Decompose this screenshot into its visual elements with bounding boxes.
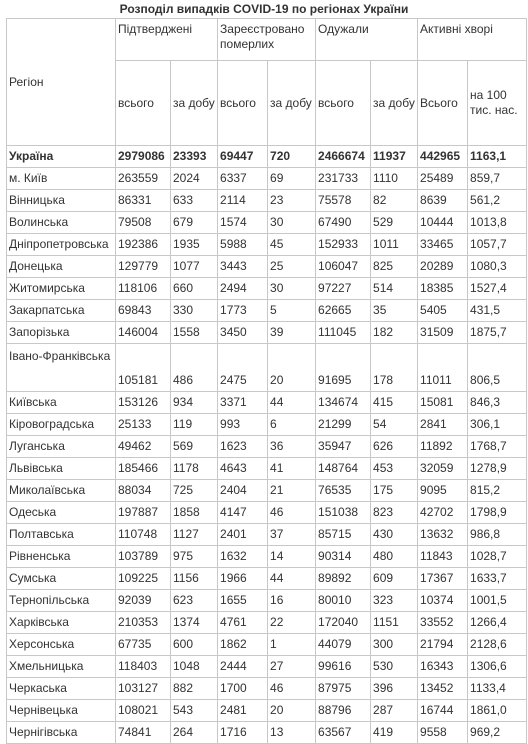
cell-deaths-total: 1773 xyxy=(218,300,268,322)
cell-recovered-per-day: 1011 xyxy=(371,234,418,256)
cell-deaths-total: 2114 xyxy=(218,190,268,212)
header-confirmed-total: всього xyxy=(116,61,171,146)
cell-confirmed-total: 192386 xyxy=(116,234,171,256)
cell-recovered-total: 90314 xyxy=(316,546,371,568)
cell-confirmed-per-day: 725 xyxy=(171,480,218,502)
cell-deaths-per-day: 37 xyxy=(268,524,316,546)
cell-active-per-100k: 1633,7 xyxy=(468,568,527,590)
cell-active-per-100k: 1133,4 xyxy=(468,678,527,700)
cell-region: Хмельницька xyxy=(7,656,116,678)
cell-deaths-total: 1632 xyxy=(218,546,268,568)
cell-region: м. Київ xyxy=(7,168,116,190)
cell-recovered-per-day: 175 xyxy=(371,480,418,502)
cell-confirmed-per-day: 623 xyxy=(171,590,218,612)
cell-confirmed-per-day: 264 xyxy=(171,722,218,744)
cell-recovered-per-day: 54 xyxy=(371,414,418,436)
cell-region: Харківська xyxy=(7,612,116,634)
cell-confirmed-total: 49462 xyxy=(116,436,171,458)
cell-confirmed-total: 92039 xyxy=(116,590,171,612)
cell-confirmed-per-day: 1077 xyxy=(171,256,218,278)
header-confirmed-per-day: за добу xyxy=(171,61,218,146)
cell-deaths-per-day: 13 xyxy=(268,722,316,744)
cell-recovered-per-day: 609 xyxy=(371,568,418,590)
cell-active-per-100k: 1080,3 xyxy=(468,256,527,278)
cell-confirmed-total: 108021 xyxy=(116,700,171,722)
cell-confirmed-total: 88034 xyxy=(116,480,171,502)
cell-confirmed-total: 67735 xyxy=(116,634,171,656)
header-active-total: Всього xyxy=(418,61,468,146)
cell-recovered-per-day: 300 xyxy=(371,634,418,656)
cell-deaths-per-day: 14 xyxy=(268,546,316,568)
cell-deaths-total: 5988 xyxy=(218,234,268,256)
cell-recovered-total: 62665 xyxy=(316,300,371,322)
cell-active-per-100k: 846,3 xyxy=(468,392,527,414)
cell-recovered-per-day: 1110 xyxy=(371,168,418,190)
cell-deaths-total: 1700 xyxy=(218,678,268,700)
cell-confirmed-per-day: 2024 xyxy=(171,168,218,190)
cell-deaths-total: 2404 xyxy=(218,480,268,502)
cell-deaths-total: 2401 xyxy=(218,524,268,546)
cell-confirmed-total: 105181 xyxy=(116,344,171,392)
table-row xyxy=(7,344,527,392)
cell-deaths-per-day: 6 xyxy=(268,414,316,436)
cell-active-total: 13452 xyxy=(418,678,468,700)
covid-regions-table xyxy=(6,18,527,744)
cell-active-total: 10374 xyxy=(418,590,468,612)
cell-confirmed-total: 79508 xyxy=(116,212,171,234)
cell-active-per-100k: 1163,1 xyxy=(468,146,527,168)
cell-recovered-per-day: 182 xyxy=(371,322,418,344)
table-row xyxy=(7,458,527,480)
cell-region: Херсонська xyxy=(7,634,116,656)
cell-deaths-per-day: 5 xyxy=(268,300,316,322)
table-row xyxy=(7,722,527,744)
cell-active-total: 16343 xyxy=(418,656,468,678)
cell-recovered-per-day: 626 xyxy=(371,436,418,458)
cell-active-total: 13632 xyxy=(418,524,468,546)
cell-active-total: 42702 xyxy=(418,502,468,524)
cell-confirmed-per-day: 119 xyxy=(171,414,218,436)
cell-region: Сумська xyxy=(7,568,116,590)
cell-active-per-100k: 1013,8 xyxy=(468,212,527,234)
cell-deaths-total: 6337 xyxy=(218,168,268,190)
cell-recovered-per-day: 323 xyxy=(371,590,418,612)
cell-active-per-100k: 859,7 xyxy=(468,168,527,190)
table-row xyxy=(7,256,527,278)
cell-deaths-per-day: 1 xyxy=(268,634,316,656)
cell-recovered-per-day: 419 xyxy=(371,722,418,744)
cell-recovered-total: 97227 xyxy=(316,278,371,300)
cell-active-per-100k: 1861,0 xyxy=(468,700,527,722)
cell-confirmed-per-day: 1048 xyxy=(171,656,218,678)
cell-confirmed-per-day: 600 xyxy=(171,634,218,656)
cell-confirmed-per-day: 569 xyxy=(171,436,218,458)
cell-recovered-total: 76535 xyxy=(316,480,371,502)
cell-deaths-per-day: 36 xyxy=(268,436,316,458)
cell-active-total: 18385 xyxy=(418,278,468,300)
cell-active-per-100k: 431,5 xyxy=(468,300,527,322)
cell-confirmed-total: 263559 xyxy=(116,168,171,190)
cell-active-per-100k: 1306,6 xyxy=(468,656,527,678)
cell-deaths-total: 1655 xyxy=(218,590,268,612)
table-row xyxy=(7,612,527,634)
cell-deaths-per-day: 30 xyxy=(268,212,316,234)
cell-confirmed-per-day: 1935 xyxy=(171,234,218,256)
cell-active-total: 5405 xyxy=(418,300,468,322)
cell-confirmed-total: 103789 xyxy=(116,546,171,568)
cell-recovered-total: 63567 xyxy=(316,722,371,744)
cell-recovered-per-day: 178 xyxy=(371,344,418,392)
cell-active-total: 16744 xyxy=(418,700,468,722)
cell-confirmed-per-day: 1858 xyxy=(171,502,218,524)
cell-recovered-per-day: 430 xyxy=(371,524,418,546)
table-row xyxy=(7,634,527,656)
cell-deaths-total: 1623 xyxy=(218,436,268,458)
cell-recovered-per-day: 1151 xyxy=(371,612,418,634)
cell-recovered-total: 2466674 xyxy=(316,146,371,168)
cell-active-per-100k: 1028,7 xyxy=(468,546,527,568)
cell-active-total: 33465 xyxy=(418,234,468,256)
header-active-per-100k: на 100 тис. нас. xyxy=(468,61,527,146)
cell-region: Львівська xyxy=(7,458,116,480)
cell-active-total: 15081 xyxy=(418,392,468,414)
cell-confirmed-per-day: 1374 xyxy=(171,612,218,634)
cell-confirmed-per-day: 660 xyxy=(171,278,218,300)
cell-confirmed-per-day: 934 xyxy=(171,392,218,414)
cell-region: Волинська xyxy=(7,212,116,234)
cell-recovered-per-day: 480 xyxy=(371,546,418,568)
cell-active-per-100k: 806,5 xyxy=(468,344,527,392)
cell-active-total: 25489 xyxy=(418,168,468,190)
cell-confirmed-total: 74841 xyxy=(116,722,171,744)
cell-recovered-total: 91695 xyxy=(316,344,371,392)
cell-region: Житомирська xyxy=(7,278,116,300)
cell-region: Дніпропетровська xyxy=(7,234,116,256)
table-row xyxy=(7,568,527,590)
table-row xyxy=(7,656,527,678)
cell-active-total: 9558 xyxy=(418,722,468,744)
cell-active-total: 2841 xyxy=(418,414,468,436)
header-deaths-per-day: за добу xyxy=(268,61,316,146)
header-deaths-total: всього xyxy=(218,61,268,146)
cell-recovered-total: 106047 xyxy=(316,256,371,278)
cell-recovered-total: 75578 xyxy=(316,190,371,212)
page-title: Розподіл випадків COVID-19 по регіонах України xyxy=(119,2,409,16)
table-row xyxy=(7,414,527,436)
table-row xyxy=(7,678,527,700)
cell-active-per-100k: 306,1 xyxy=(468,414,527,436)
header-deaths: Зареєстровано померлих xyxy=(218,19,316,61)
table-row xyxy=(7,234,527,256)
cell-deaths-per-day: 44 xyxy=(268,392,316,414)
cell-recovered-total: 134674 xyxy=(316,392,371,414)
cell-region: Чернігівська xyxy=(7,722,116,744)
table-row xyxy=(7,146,527,168)
cell-active-per-100k: 815,2 xyxy=(468,480,527,502)
cell-region: Київська xyxy=(7,392,116,414)
cell-recovered-total: 172040 xyxy=(316,612,371,634)
header-recovered: Одужали xyxy=(316,19,418,61)
cell-active-per-100k: 1001,5 xyxy=(468,590,527,612)
cell-deaths-per-day: 39 xyxy=(268,322,316,344)
cell-confirmed-total: 185466 xyxy=(116,458,171,480)
cell-recovered-total: 111045 xyxy=(316,322,371,344)
table-row xyxy=(7,168,527,190)
cell-active-total: 11843 xyxy=(418,546,468,568)
cell-confirmed-per-day: 633 xyxy=(171,190,218,212)
cell-deaths-per-day: 46 xyxy=(268,502,316,524)
cell-region: Луганська xyxy=(7,436,116,458)
cell-active-per-100k: 1768,7 xyxy=(468,436,527,458)
cell-confirmed-total: 110748 xyxy=(116,524,171,546)
cell-deaths-per-day: 45 xyxy=(268,234,316,256)
cell-recovered-per-day: 530 xyxy=(371,656,418,678)
cell-active-total: 20289 xyxy=(418,256,468,278)
cell-active-per-100k: 1875,7 xyxy=(468,322,527,344)
cell-region: Полтавська xyxy=(7,524,116,546)
header-confirmed: Підтверджені xyxy=(116,19,218,61)
table-row xyxy=(7,700,527,722)
cell-active-total: 9095 xyxy=(418,480,468,502)
cell-deaths-total: 1574 xyxy=(218,212,268,234)
cell-recovered-total: 67490 xyxy=(316,212,371,234)
cell-active-per-100k: 969,2 xyxy=(468,722,527,744)
table-row xyxy=(7,212,527,234)
cell-deaths-total: 993 xyxy=(218,414,268,436)
cell-active-per-100k: 1278,9 xyxy=(468,458,527,480)
cell-deaths-per-day: 16 xyxy=(268,590,316,612)
cell-confirmed-total: 86331 xyxy=(116,190,171,212)
cell-deaths-per-day: 30 xyxy=(268,278,316,300)
header-recovered-total: всього xyxy=(316,61,371,146)
cell-deaths-per-day: 22 xyxy=(268,612,316,634)
cell-confirmed-total: 2979086 xyxy=(116,146,171,168)
cell-active-total: 11011 xyxy=(418,344,468,392)
cell-recovered-per-day: 514 xyxy=(371,278,418,300)
cell-region: Вінницька xyxy=(7,190,116,212)
table-row xyxy=(7,278,527,300)
cell-active-per-100k: 2128,6 xyxy=(468,634,527,656)
cell-confirmed-per-day: 679 xyxy=(171,212,218,234)
cell-active-per-100k: 1057,7 xyxy=(468,234,527,256)
cell-confirmed-per-day: 1127 xyxy=(171,524,218,546)
cell-active-per-100k: 986,8 xyxy=(468,524,527,546)
cell-confirmed-total: 69843 xyxy=(116,300,171,322)
cell-recovered-per-day: 415 xyxy=(371,392,418,414)
table-row xyxy=(7,436,527,458)
table-row xyxy=(7,546,527,568)
cell-recovered-total: 99616 xyxy=(316,656,371,678)
cell-recovered-total: 231733 xyxy=(316,168,371,190)
cell-deaths-per-day: 27 xyxy=(268,656,316,678)
cell-region: Миколаївська xyxy=(7,480,116,502)
cell-active-total: 21794 xyxy=(418,634,468,656)
cell-recovered-total: 148764 xyxy=(316,458,371,480)
cell-deaths-per-day: 720 xyxy=(268,146,316,168)
cell-deaths-total: 3371 xyxy=(218,392,268,414)
cell-region: Україна xyxy=(7,146,116,168)
header-active: Активні хворі xyxy=(418,19,527,61)
cell-active-total: 17367 xyxy=(418,568,468,590)
cell-recovered-total: 35947 xyxy=(316,436,371,458)
cell-deaths-per-day: 20 xyxy=(268,344,316,392)
cell-region: Кіровоградська xyxy=(7,414,116,436)
cell-confirmed-total: 153126 xyxy=(116,392,171,414)
cell-confirmed-per-day: 1178 xyxy=(171,458,218,480)
cell-region: Тернопільська xyxy=(7,590,116,612)
cell-deaths-total: 3450 xyxy=(218,322,268,344)
cell-deaths-total: 4147 xyxy=(218,502,268,524)
cell-deaths-per-day: 20 xyxy=(268,700,316,722)
cell-deaths-total: 1966 xyxy=(218,568,268,590)
table-row xyxy=(7,392,527,414)
cell-recovered-total: 80010 xyxy=(316,590,371,612)
cell-region: Рівненська xyxy=(7,546,116,568)
cell-confirmed-total: 197887 xyxy=(116,502,171,524)
cell-confirmed-total: 210353 xyxy=(116,612,171,634)
cell-confirmed-per-day: 975 xyxy=(171,546,218,568)
cell-confirmed-per-day: 486 xyxy=(171,344,218,392)
cell-recovered-total: 44079 xyxy=(316,634,371,656)
cell-active-per-100k: 1266,4 xyxy=(468,612,527,634)
cell-deaths-total: 1862 xyxy=(218,634,268,656)
cell-confirmed-per-day: 23393 xyxy=(171,146,218,168)
cell-recovered-per-day: 453 xyxy=(371,458,418,480)
cell-deaths-per-day: 46 xyxy=(268,678,316,700)
cell-recovered-per-day: 35 xyxy=(371,300,418,322)
cell-recovered-per-day: 396 xyxy=(371,678,418,700)
cell-recovered-per-day: 287 xyxy=(371,700,418,722)
cell-recovered-total: 87975 xyxy=(316,678,371,700)
cell-confirmed-per-day: 1558 xyxy=(171,322,218,344)
cell-confirmed-total: 25133 xyxy=(116,414,171,436)
cell-region: Черкаська xyxy=(7,678,116,700)
cell-active-total: 32059 xyxy=(418,458,468,480)
cell-deaths-total: 3443 xyxy=(218,256,268,278)
cell-active-per-100k: 1527,4 xyxy=(468,278,527,300)
cell-recovered-total: 88796 xyxy=(316,700,371,722)
cell-recovered-total: 151038 xyxy=(316,502,371,524)
cell-region: Чернівецька xyxy=(7,700,116,722)
cell-active-total: 8639 xyxy=(418,190,468,212)
table-row xyxy=(7,524,527,546)
cell-active-total: 31509 xyxy=(418,322,468,344)
cell-active-per-100k: 1798,9 xyxy=(468,502,527,524)
table-row xyxy=(7,190,527,212)
cell-deaths-total: 1716 xyxy=(218,722,268,744)
cell-confirmed-total: 146004 xyxy=(116,322,171,344)
cell-recovered-per-day: 823 xyxy=(371,502,418,524)
cell-deaths-total: 2444 xyxy=(218,656,268,678)
cell-recovered-per-day: 825 xyxy=(371,256,418,278)
cell-recovered-total: 152933 xyxy=(316,234,371,256)
table-row xyxy=(7,480,527,502)
cell-confirmed-total: 118403 xyxy=(116,656,171,678)
cell-deaths-total: 2494 xyxy=(218,278,268,300)
cell-region: Одеська xyxy=(7,502,116,524)
table-row xyxy=(7,322,527,344)
cell-region: Закарпатська xyxy=(7,300,116,322)
cell-confirmed-total: 118106 xyxy=(116,278,171,300)
cell-deaths-total: 69447 xyxy=(218,146,268,168)
table-row xyxy=(7,502,527,524)
header-region: Регіон xyxy=(7,19,116,146)
header-recovered-per-day: за добу xyxy=(371,61,418,146)
cell-recovered-per-day: 11937 xyxy=(371,146,418,168)
cell-confirmed-per-day: 882 xyxy=(171,678,218,700)
cell-deaths-per-day: 44 xyxy=(268,568,316,590)
cell-deaths-per-day: 25 xyxy=(268,256,316,278)
cell-active-per-100k: 561,2 xyxy=(468,190,527,212)
cell-recovered-total: 85715 xyxy=(316,524,371,546)
cell-region: Донецька xyxy=(7,256,116,278)
cell-recovered-per-day: 82 xyxy=(371,190,418,212)
cell-recovered-total: 21299 xyxy=(316,414,371,436)
cell-deaths-total: 4761 xyxy=(218,612,268,634)
cell-recovered-per-day: 529 xyxy=(371,212,418,234)
cell-recovered-total: 89892 xyxy=(316,568,371,590)
cell-region: Запорізька xyxy=(7,322,116,344)
cell-deaths-total: 2475 xyxy=(218,344,268,392)
cell-region: Івано-Франківська xyxy=(7,344,116,392)
cell-deaths-total: 4643 xyxy=(218,458,268,480)
cell-confirmed-total: 109225 xyxy=(116,568,171,590)
cell-confirmed-per-day: 330 xyxy=(171,300,218,322)
cell-deaths-per-day: 69 xyxy=(268,168,316,190)
cell-deaths-per-day: 21 xyxy=(268,480,316,502)
cell-deaths-per-day: 41 xyxy=(268,458,316,480)
cell-confirmed-total: 129779 xyxy=(116,256,171,278)
cell-active-total: 442965 xyxy=(418,146,468,168)
cell-active-total: 33552 xyxy=(418,612,468,634)
cell-confirmed-total: 103127 xyxy=(116,678,171,700)
cell-deaths-total: 2481 xyxy=(218,700,268,722)
cell-active-total: 11892 xyxy=(418,436,468,458)
cell-active-total: 10444 xyxy=(418,212,468,234)
table-row xyxy=(7,300,527,322)
cell-confirmed-per-day: 543 xyxy=(171,700,218,722)
cell-confirmed-per-day: 1156 xyxy=(171,568,218,590)
table-row xyxy=(7,590,527,612)
cell-deaths-per-day: 23 xyxy=(268,190,316,212)
